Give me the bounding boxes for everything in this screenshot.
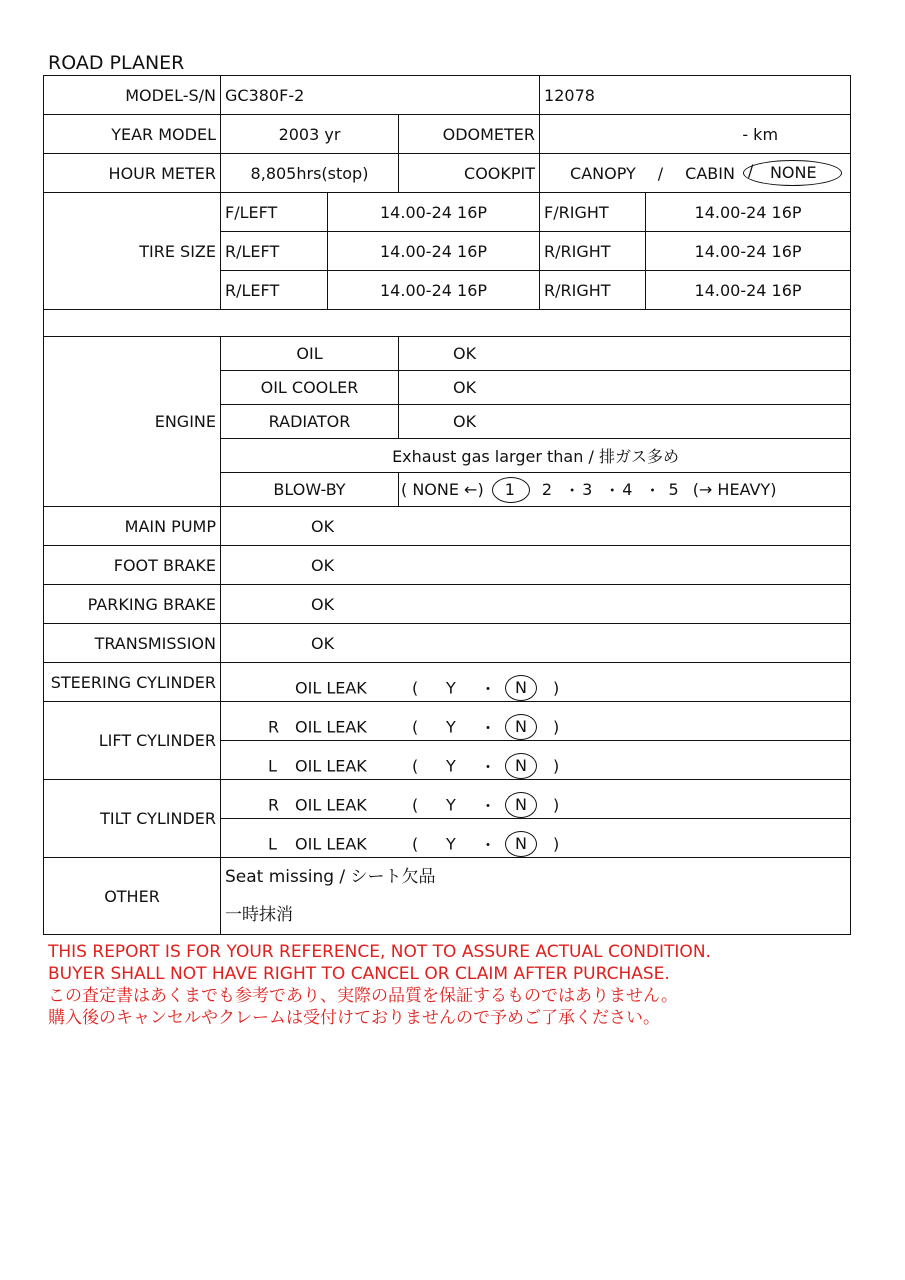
blowby-label: BLOW-BY [221,473,399,507]
other-note-line1: Seat missing / シート欠品 [225,867,436,887]
leak-no-circled: N [505,675,537,701]
tire-value: 14.00-24 16P [328,232,540,271]
lift-leak-r [221,702,851,741]
leak-no-circled: N [505,792,537,818]
other-label: OTHER [44,858,221,935]
leak-yes: Y [446,678,456,697]
hour-label: HOUR METER [44,154,221,193]
cockpit-cabin: CABIN [685,163,735,183]
tilt-leak-l [221,819,851,858]
leak-close: ) [553,756,560,775]
blowby-level: 5 [668,480,679,499]
leak-dot: ・ [480,679,497,698]
tire-value: 14.00-24 16P [646,193,851,232]
blowby-dot: ・ [564,481,581,500]
spacer-row [44,310,851,337]
main-pump-value: OK [221,507,851,546]
cockpit-options [540,154,851,193]
disclaimer [48,941,711,1029]
lift-leak-l [221,741,851,780]
tire-value: 14.00-24 16P [328,271,540,310]
main-pump-row [44,507,851,546]
other-notes [221,858,851,935]
engine-radiator-label: RADIATOR [221,405,399,439]
blowby-start: ( NONE ←) [401,480,484,499]
lift-label: LIFT CYLINDER [44,702,221,780]
odometer-label: ODOMETER [399,115,540,154]
tire-label: F/RIGHT [540,193,646,232]
leak-close: ) [553,795,560,814]
other-row [44,858,851,935]
leak-item: OIL LEAK [295,834,367,853]
tire-label: F/LEFT [221,193,328,232]
steering-label: STEERING CYLINDER [44,663,221,702]
blowby-level: 1 [504,479,515,499]
engine-oil-cooler-label: OIL COOLER [221,371,399,405]
blowby-dot: ・ [644,481,661,500]
leak-close: ) [553,717,560,736]
blowby-level: 2 [541,480,553,499]
model-value: GC380F-2 [221,76,540,115]
leak-dot: ・ [480,835,497,854]
leak-no-circled: N [505,714,537,740]
leak-side: R [268,717,280,736]
leak-item: OIL LEAK [295,795,367,814]
foot-brake-label: FOOT BRAKE [44,546,221,585]
tire-value: 14.00-24 16P [646,232,851,271]
tire-label: R/RIGHT [540,271,646,310]
tilt-row-r [44,780,851,819]
leak-yes: Y [446,756,456,775]
leak-close: ) [553,678,560,697]
leak-yes: Y [446,795,456,814]
tire-label: R/LEFT [221,232,328,271]
tilt-label: TILT CYLINDER [44,780,221,858]
blowby-end: (→ HEAVY) [692,480,777,499]
engine-oil-label: OIL [221,337,399,371]
parking-brake-label: PARKING BRAKE [44,585,221,624]
leak-yes: Y [446,834,456,853]
disclaimer-line: THIS REPORT IS FOR YOUR REFERENCE, NOT TO ASSURE ACTUAL CONDITION. [48,942,711,962]
tire-row-1 [44,193,851,232]
steering-row [44,663,851,702]
odometer-value: - km [540,115,851,154]
cockpit-canopy: CANOPY [570,163,636,183]
engine-label: ENGINE [44,337,221,507]
leak-side: R [268,795,280,814]
cockpit-sep-2: / [747,161,754,180]
engine-oil-cooler-value: OK [399,371,851,405]
inspection-table [43,75,851,935]
year-label: YEAR MODEL [44,115,221,154]
blowby-scale [399,473,851,507]
leak-open: ( [412,795,419,814]
main-pump-label: MAIN PUMP [44,507,221,546]
transmission-label: TRANSMISSION [44,624,221,663]
foot-brake-row [44,546,851,585]
tire-value: 14.00-24 16P [328,193,540,232]
disclaimer-line: BUYER SHALL NOT HAVE RIGHT TO CANCEL OR CLAIM AFTER PURCHASE. [48,964,670,984]
tilt-leak-r [221,780,851,819]
leak-yes: Y [446,717,456,736]
parking-brake-row [44,585,851,624]
parking-brake-value: OK [221,585,851,624]
leak-no-circled: N [505,831,537,857]
blowby-level-1-circled [492,477,530,503]
leak-item: OIL LEAK [295,678,367,697]
leak-item: OIL LEAK [295,756,367,775]
steering-leak [221,663,851,702]
year-row [44,115,851,154]
model-label: MODEL-S/N [44,76,221,115]
engine-oil-row [44,337,851,371]
blowby-dot: ・ [604,481,621,500]
leak-dot: ・ [480,757,497,776]
leak-dot: ・ [480,718,497,737]
tire-label: R/RIGHT [540,232,646,271]
hour-value: 8,805hrs(stop) [221,154,399,193]
engine-oil-value: OK [399,337,851,371]
cockpit-sep: / [657,163,664,183]
lift-row-r [44,702,851,741]
transmission-row [44,624,851,663]
disclaimer-line: この査定書はあくまでも参考であり、実際の品質を保証するものではありません。 [48,986,679,1006]
model-row [44,76,851,115]
engine-radiator-value: OK [399,405,851,439]
cockpit-none: NONE [769,163,817,182]
leak-close: ) [553,834,560,853]
leak-no-circled: N [505,753,537,779]
year-value: 2003 yr [221,115,399,154]
leak-item: OIL LEAK [295,717,367,736]
tire-size-label: TIRE SIZE [44,193,221,310]
tire-value: 14.00-24 16P [646,271,851,310]
foot-brake-value: OK [221,546,851,585]
document-title: ROAD PLANER [48,52,185,74]
cockpit-label: COOKPIT [399,154,540,193]
leak-open: ( [412,717,419,736]
leak-open: ( [412,834,419,853]
leak-dot: ・ [480,796,497,815]
serial-value: 12078 [540,76,851,115]
blowby-level: 3 [582,480,593,499]
leak-open: ( [412,756,419,775]
transmission-value: OK [221,624,851,663]
other-note-line2: 一時抹消 [225,905,293,925]
disclaimer-line: 購入後のキャンセルやクレームは受付けておりませんので予めご了承ください。 [48,1008,660,1028]
leak-open: ( [412,678,419,697]
cockpit-none-circled [743,160,842,186]
tire-label: R/LEFT [221,271,328,310]
blowby-level: 4 [622,480,633,499]
leak-side: L [268,756,277,775]
leak-side: L [268,834,277,853]
hour-row [44,154,851,193]
engine-note: Exhaust gas larger than / 排ガス多め [221,439,851,473]
